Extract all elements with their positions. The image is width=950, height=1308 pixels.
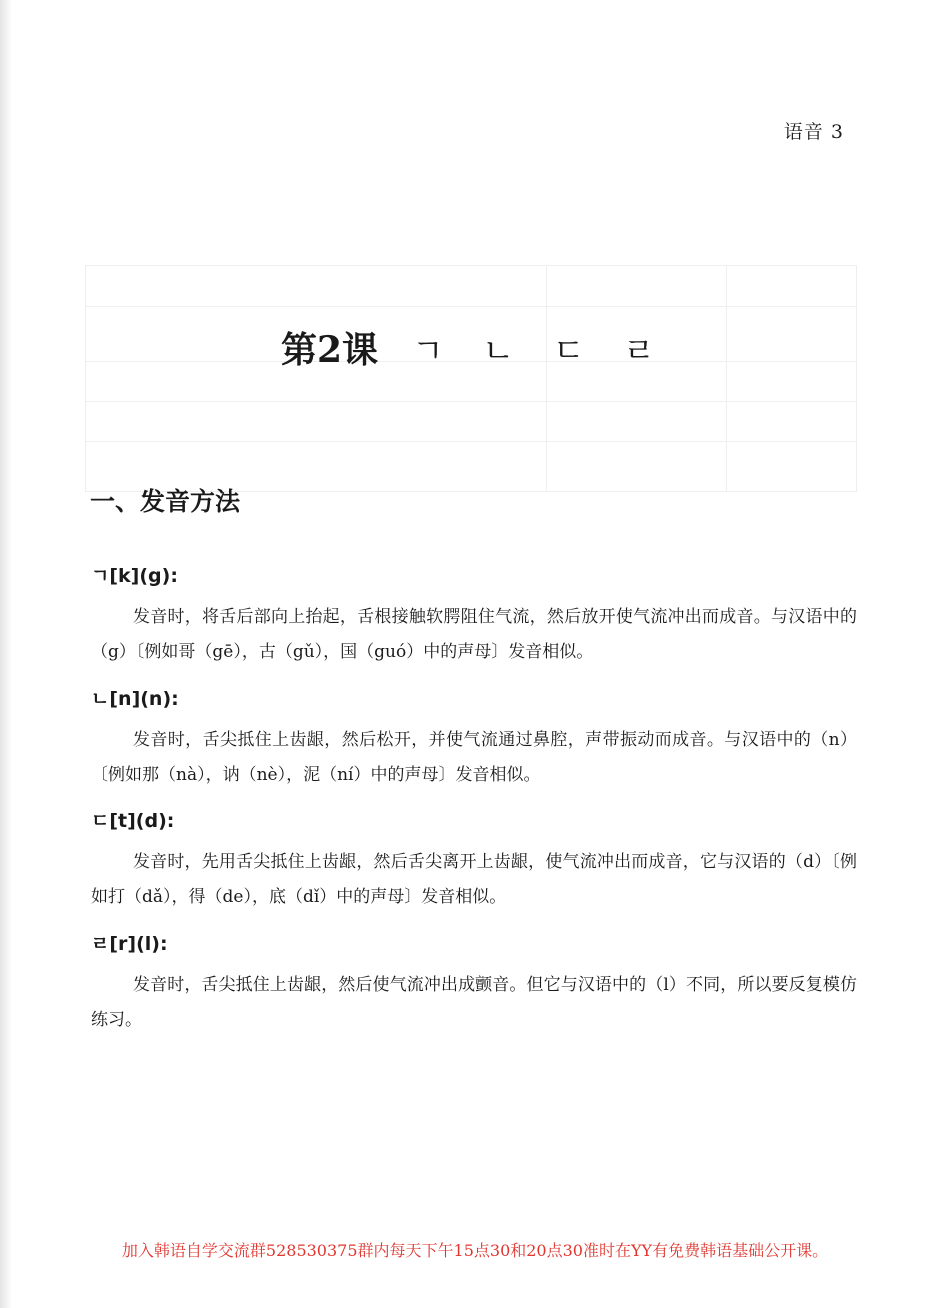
consonant-description-l: 发音时，舌尖抵住上齿龈，然后使气流冲出成颤音。但它与汉语中的（l）不同，所以要反复模仿练习。 [91,975,857,1030]
bleed-through-table [85,265,857,492]
consonant-heading-d: ㄷ[t](d): [91,810,175,832]
lesson-number: 第2课 [280,329,379,371]
lesson-title [0,322,950,373]
consonant-description-g: 发音时，将舌后部向上抬起，舌根接触软腭阻住气流，然后放开使气流冲出而成音。与汉语中的（g）〔例如哥（gē），古（gǔ），国（guó）中的声母〕发音相似。 [91,607,857,662]
lesson-jamo: ㄱ ㄴ ㄷ ㄹ [412,331,670,370]
promo-watermark: 加入韩语自学交流群528530375群内每天下午15点30和20点30准时在YY有免费韩语基础公开课。 [121,1241,829,1260]
consonant-heading-l: ㄹ[r](l): [91,933,168,955]
section-heading: 一、发音方法 [90,487,241,516]
consonant-heading-g: ㄱ[k](g): [91,565,178,587]
consonant-description-n: 发音时，舌尖抵住上齿龈，然后松开，并使气流通过鼻腔，声带振动而成音。与汉语中的（n）〔例如那（nà），讷（nè），泥（ní）中的声母〕发音相似。 [91,730,857,785]
consonant-description-d: 发音时，先用舌尖抵住上齿龈，然后舌尖离开上齿龈，使气流冲出而成音，它与汉语的（d）〔例如打（dǎ），得（de），底（dǐ）中的声母〕发音相似。 [91,852,857,907]
consonant-heading-n: ㄴ[n](n): [91,688,179,710]
running-head: 语音 3 [783,121,844,143]
page-binding-edge [0,0,12,1308]
